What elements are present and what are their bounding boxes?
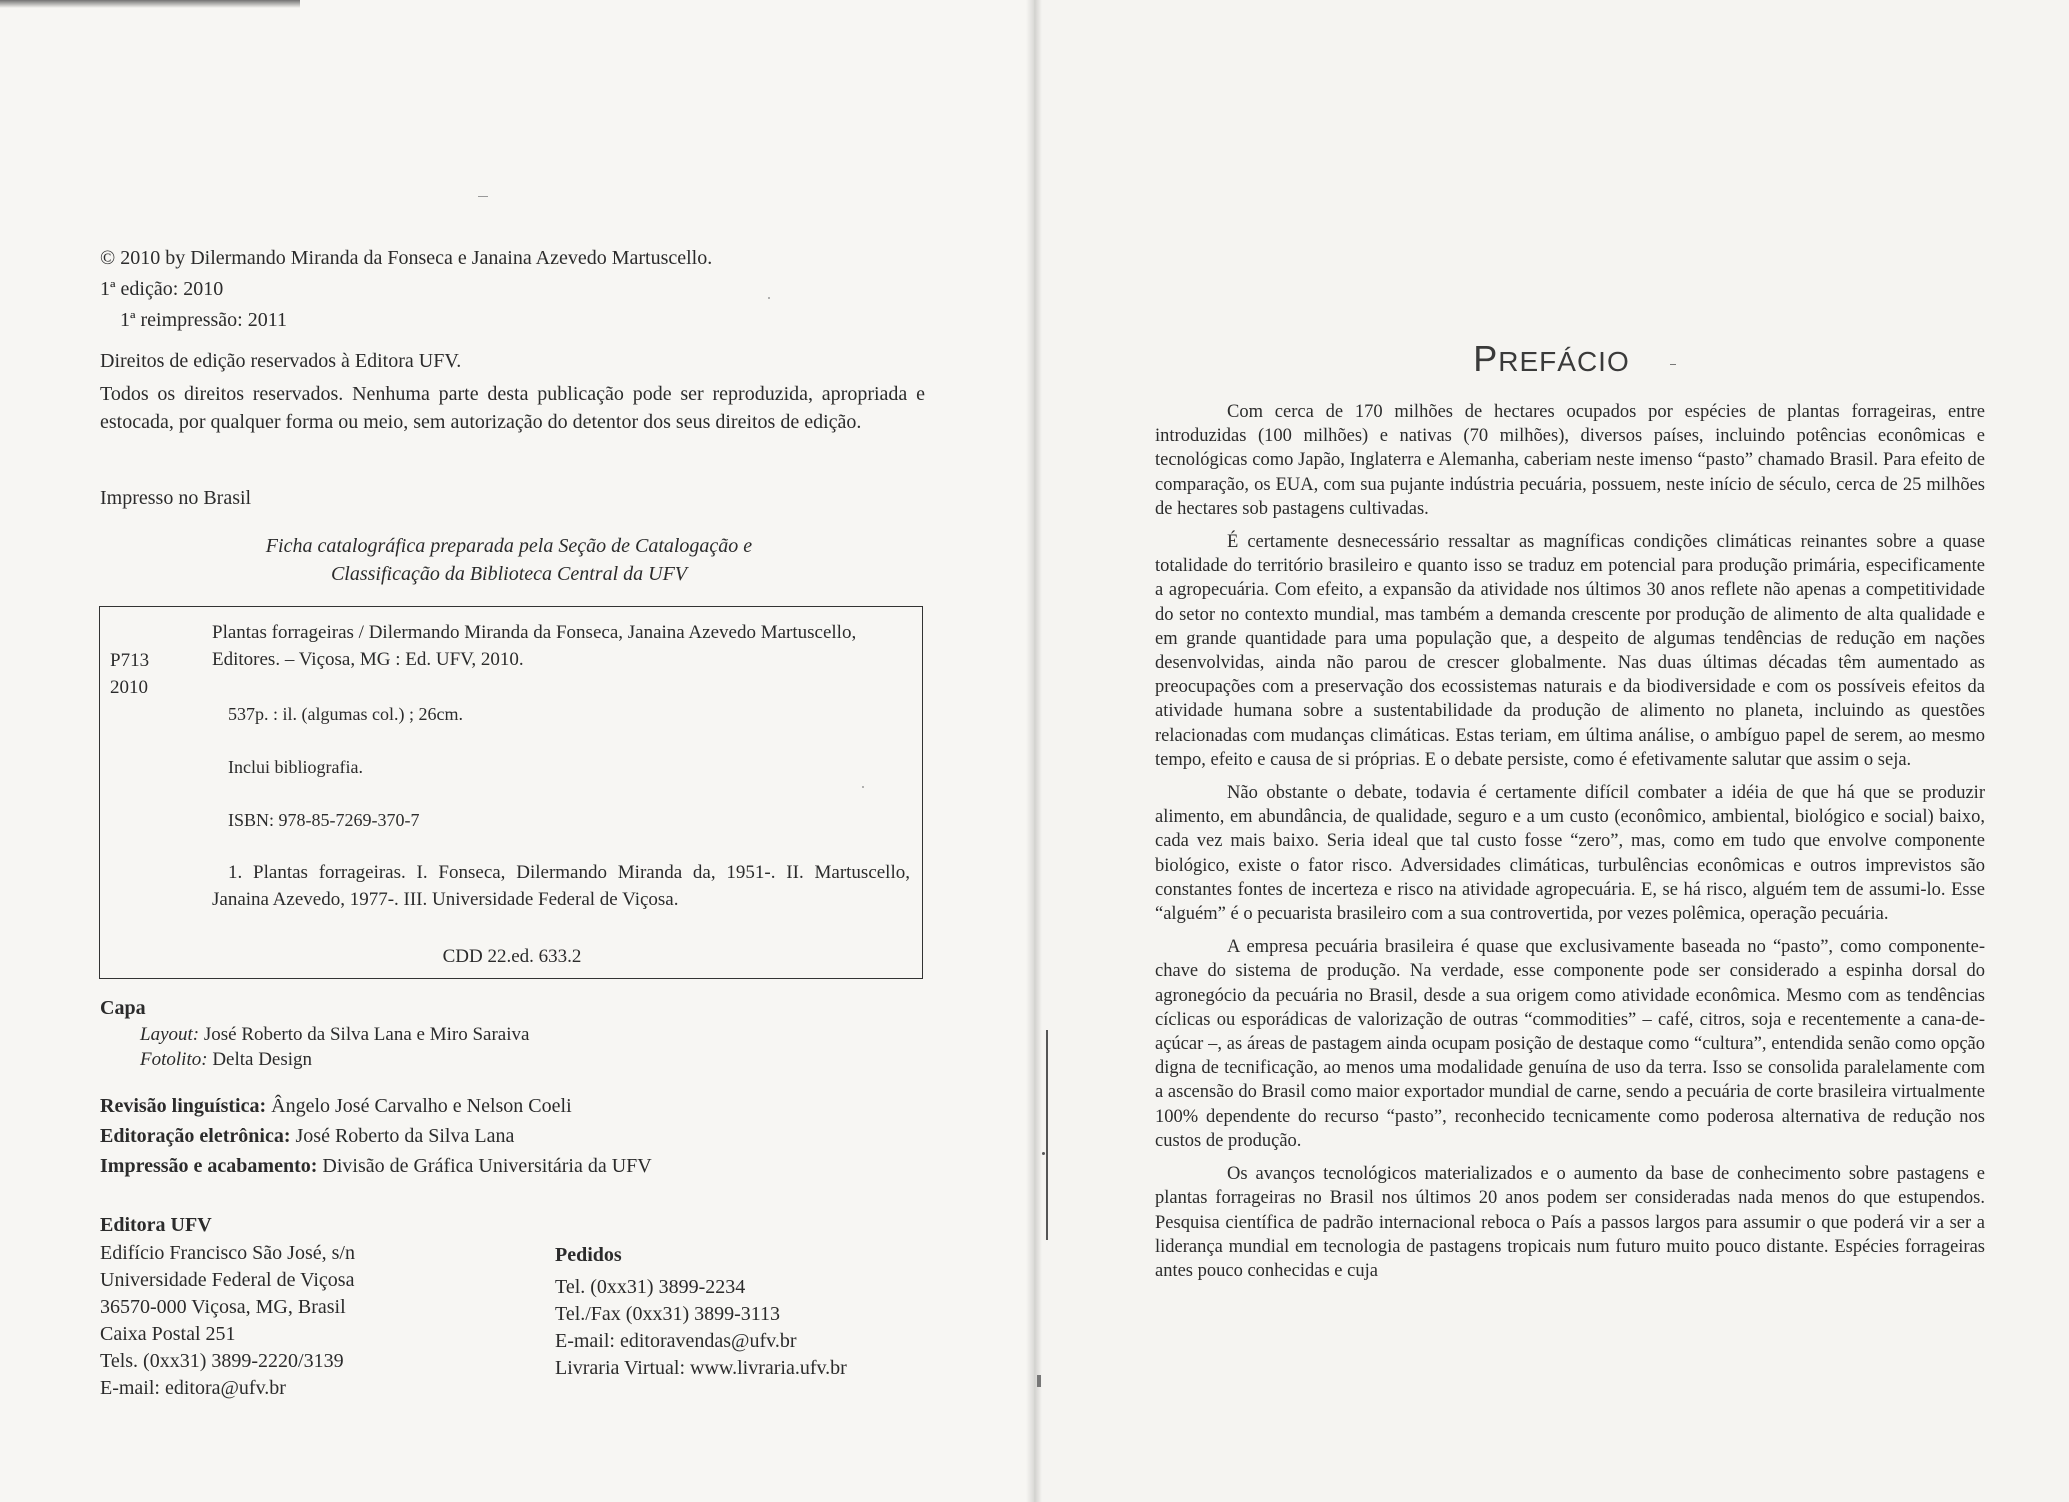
stray-mark — [1670, 364, 1676, 365]
call-number — [110, 647, 149, 701]
ficha-line-2: Classificação da Biblioteca Central da UFV — [330, 563, 688, 585]
preface-title-rest: REFÁCIO — [1498, 346, 1630, 377]
credit-impressao-label: Impressão e acabamento: — [100, 1155, 318, 1177]
preface-paragraph: Com cerca de 170 milhões de hectares ocupados por espécies de plantas forrageiras, entre introduzidas (100 milhões) e nativas (70 milhões), diversos países, incluindo potências econômicas e tecnológicas como Japão, Inglaterra e Alemanha, caberiam neste imenso “pasto” chamado Brasil. Para efeito de comparação, os EUA, com sua pujante indústria pecuária, possuem, neste início de século, cerca de 25 milhões de hectares sob pastagens cultivadas. — [1155, 402, 1985, 519]
address-line: Universidade Federal de Viçosa — [100, 1269, 355, 1291]
preface-title — [1034, 338, 2069, 380]
orders-line: E-mail: editoravendas@ufv.br — [555, 1330, 797, 1352]
credit-revisao-label: Revisão linguística: — [100, 1095, 267, 1117]
credit-editoracao-label: Editoração eletrônica: — [100, 1125, 291, 1147]
margin-mark — [1042, 1152, 1045, 1155]
catalog-card — [99, 606, 923, 979]
orders-line: Tel. (0xx31) 3899-2234 — [555, 1276, 746, 1298]
credit-revisao-value: Ângelo José Carvalho e Nelson Coeli — [271, 1095, 572, 1117]
capa-fotolito — [140, 1045, 312, 1075]
scan-shadow — [0, 0, 300, 8]
address-line: 36570-000 Viçosa, MG, Brasil — [100, 1296, 346, 1318]
credit-editoracao — [100, 1121, 514, 1151]
preface-paragraph: Os avanços tecnológicos materializados e o aumento da base de conhecimento sobre pastagens e plantas forrageiras no Brasil nos últimos 20 anos podem ser consideradas nada menos do que estupendos. Pesquisa científica de padrão internacional reboca o País a passos largos para assumir o que poderá vir a ser a liderança mundial em tecnologia de pastagens tropicais num futuro muito pouco distante. Espécies forrageiras antes pouco conhecidas e cuja — [1155, 1164, 1985, 1281]
orders-heading: Pedidos — [555, 1244, 622, 1266]
catalog-cdd: CDD 22.ed. 633.2 — [442, 946, 582, 967]
all-rights-notice: Todos os direitos reservados. Nenhuma parte desta publicação pode ser reproduzida, apropriada e estocada, por qualquer forma ou meio, sem autorização do detentor dos seus direitos de edição. — [100, 383, 925, 433]
call-number-year: 2010 — [110, 677, 148, 698]
catalog-subjects: 1. Plantas forrageiras. I. Fonseca, Dilermando Miranda da, 1951-. II. Martuscello, Janaina Azevedo, 1977-. III. Universidade Federal de Viçosa. — [212, 862, 910, 910]
capa-fotolito-value: Delta Design — [212, 1049, 313, 1070]
rights-reserved: Direitos de edição reservados à Editora UFV. — [100, 350, 462, 372]
capa-heading: Capa — [100, 997, 146, 1019]
preface-body — [1155, 400, 1985, 1292]
preface-paragraph: A empresa pecuária brasileira é quase que exclusivamente baseada no “pasto”, como componente-chave do sistema de produção. Na verdade, esse componente pode ser considerado a espinha dorsal do agronegócio da pecuária no Brasil, desde a sua origem como atividade econômica. Mesmo com as tendências cíclicas ou esporádicas de valorização de outras “commodities” – café, citros, soja e recentemente a cana-de-açúcar –, as áreas de pastagem ainda ocupam posição de destaque como “cultura”, entendida senão como opção digna de tecnificação, ao menos uma modalidade genuína de uso da terra. Isso se consolida paralelamente com a ascensão do Brasil como maior exportador mundial de carne, sendo a pecuária de corte brasileira virtualmente 100% dependente do recurso “pasto”, reconhecido tecnicamente como poderosa alternativa de redução nos custos de produção. — [1155, 937, 1985, 1151]
catalog-description: 537p. : il. (algumas col.) ; 26cm. — [228, 704, 463, 724]
book-gutter — [1026, 0, 1042, 1502]
publisher-heading: Editora UFV — [100, 1214, 212, 1236]
publisher-address — [100, 1240, 355, 1402]
edition-line: 1ª edição: 2010 — [100, 278, 224, 300]
paper-speck — [768, 297, 770, 299]
capa-layout-label: Layout: — [140, 1024, 200, 1045]
preface-paragraph: Não obstante o debate, todavia é certamente difícil combater a idéia de que há que se produzir alimento, em abundância, de qualidade, seguro e a um custo (econômico, ambiental, biológico e social) baixo, cada vez mais baixo. Seria ideal que tal custo fosse “zero”, mas, como em tudo que envolve componente biológico, existe o fator risco. Adversidades climáticas, turbulências econômicas e outros imprevistos são constantes fontes de incerteza e risco na atividade agropecuária. E, se há risco, alguém tem de assumi-lo. Esse “alguém” é o pecuarista brasileiro com a sua controvertida, por vezes polêmica, operação pecuária. — [1155, 783, 1985, 925]
orders-line: Livraria Virtual: www.livraria.ufv.br — [555, 1357, 847, 1379]
reprint-line: 1ª reimpressão: 2011 — [120, 309, 287, 331]
copyright-line: © 2010 by Dilermando Miranda da Fonseca e Janaina Azevedo Martuscello. — [100, 247, 713, 269]
credit-revisao — [100, 1091, 572, 1121]
catalog-isbn: ISBN: 978-85-7269-370-7 — [228, 810, 420, 830]
capa-fotolito-label: Fotolito: — [140, 1049, 208, 1070]
address-line: E-mail: editora@ufv.br — [100, 1377, 286, 1399]
call-number-code: P713 — [110, 650, 150, 671]
address-line: Tels. (0xx31) 3899-2220/3139 — [100, 1350, 344, 1372]
margin-line — [1046, 1030, 1048, 1240]
ficha-catalografica-note — [100, 532, 918, 588]
catalog-bibliography: Inclui bibliografia. — [228, 757, 363, 777]
stray-mark — [478, 196, 488, 197]
orders-contact — [555, 1274, 847, 1382]
ficha-line-1: Ficha catalográfica preparada pela Seção de Catalogação e — [265, 535, 753, 557]
margin-mark — [1037, 1375, 1041, 1387]
credit-impressao-value: Divisão de Gráfica Universitária da UFV — [322, 1155, 652, 1177]
capa-layout-value: José Roberto da Silva Lana e Miro Saraiva — [203, 1024, 530, 1045]
orders-line: Tel./Fax (0xx31) 3899-3113 — [555, 1303, 781, 1325]
address-line: Caixa Postal 251 — [100, 1323, 236, 1345]
preface-paragraph: É certamente desnecessário ressaltar as magníficas condições climáticas reinantes sobre a quase totalidade do território brasileiro e quanto isso se traduz em potencial para produção primária, especificamente a agropecuária. Com efeito, a expansão da atividade nos últimos 30 anos reflete não apenas a competitividade do setor no contexto mundial, mas também a demanda crescente por produção de alimento de alta qualidade e em grande quantidade para uma população que, a despeito de algumas tendências de redução em nações desenvolvidas, ainda não parou de crescer globalmente. Nas duas últimas décadas têm aumentado as preocupações com a preservação dos ecossistemas naturais e da biodiversidade e com os possíveis efeitos da atividade humana sobre a sustentabilidade da produção de alimento no planeta, incluindo as questões relacionadas com mudanças climáticas. Estas teriam, em última análise, o ambíguo papel de serem, ao mesmo tempo, efeito e causa de si próprias. E o debate persiste, como é efetivamente salutar que assim o seja. — [1155, 532, 1985, 770]
paper-speck — [862, 786, 864, 788]
address-line: Edifício Francisco São José, s/n — [100, 1242, 355, 1264]
printed-in: Impresso no Brasil — [100, 487, 252, 509]
credit-editoracao-value: José Roberto da Silva Lana — [295, 1125, 515, 1147]
preface-title-initial: P — [1473, 338, 1499, 379]
catalog-entry: Plantas forrageiras / Dilermando Miranda da Fonseca, Janaina Azevedo Martuscello, Editores. – Viçosa, MG : Ed. UFV, 2010. — [212, 622, 857, 670]
credit-impressao — [100, 1151, 652, 1181]
